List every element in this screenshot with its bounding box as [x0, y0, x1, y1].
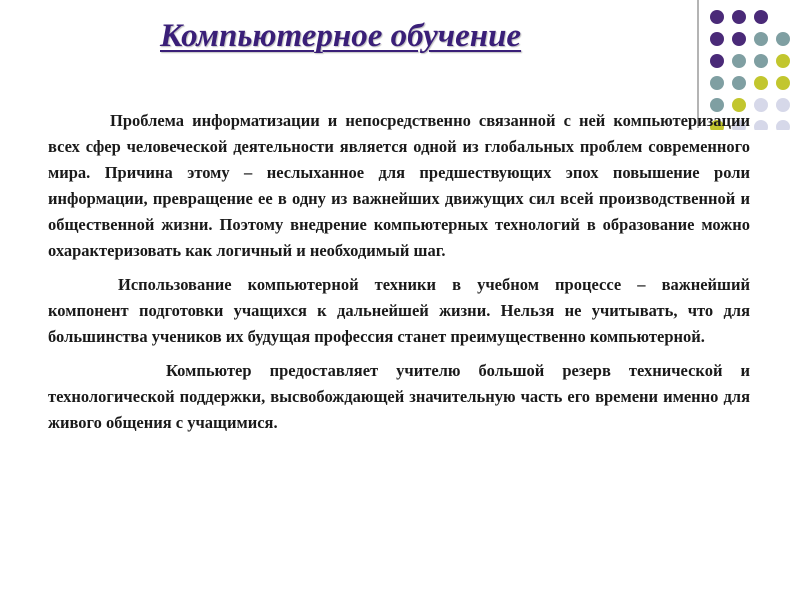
dot-purple: [732, 32, 746, 46]
dot-teal: [754, 54, 768, 68]
dot-teal: [754, 32, 768, 46]
dot-purple: [710, 10, 724, 24]
paragraph-teacher-support: Компьютер предоставляет учителю большой резерв технической и технологической поддержки, высвобождающей значительную часть его времени именно для живого общения с учащимися.: [48, 361, 750, 432]
dot-lavender: [776, 120, 790, 130]
dot-yellow: [776, 54, 790, 68]
dot-yellow: [754, 76, 768, 90]
dot-lavender: [754, 98, 768, 112]
dot-purple: [754, 10, 768, 24]
dot-yellow: [776, 76, 790, 90]
dot-teal: [776, 32, 790, 46]
dot-purple: [732, 10, 746, 24]
paragraph-computer-usage: Использование компьютерной техники в учебном процессе – важнейший компонент подготовки учащихся к дальнейшей жизни. Нельзя не учитывать, что для большинства учеников их будущая профессия станет преимущественно компьютерной.: [48, 275, 750, 346]
slide-title: Компьютерное обучение: [160, 18, 522, 54]
dot-teal: [732, 54, 746, 68]
dot-purple: [710, 54, 724, 68]
slide-body: [48, 108, 750, 444]
dot-purple: [710, 32, 724, 46]
dot-lavender: [776, 98, 790, 112]
dot-teal: [732, 76, 746, 90]
dot-teal: [710, 76, 724, 90]
paragraph-informatization: Проблема информатизации и непосредственно связанной с ней компьютеризации всех сфер человеческой деятельности является одной из глобальных проблем современного мира. Причина этому – неслыханное для предшествующих эпох повышение роли информации, превращение ее в одну из важнейших движущих сил всей производственной и общественной жизни. Поэтому внедрение компьютерных технологий в образование можно охарактеризовать как логичный и необходимый шаг.: [48, 111, 750, 260]
dot-lavender: [754, 120, 768, 130]
